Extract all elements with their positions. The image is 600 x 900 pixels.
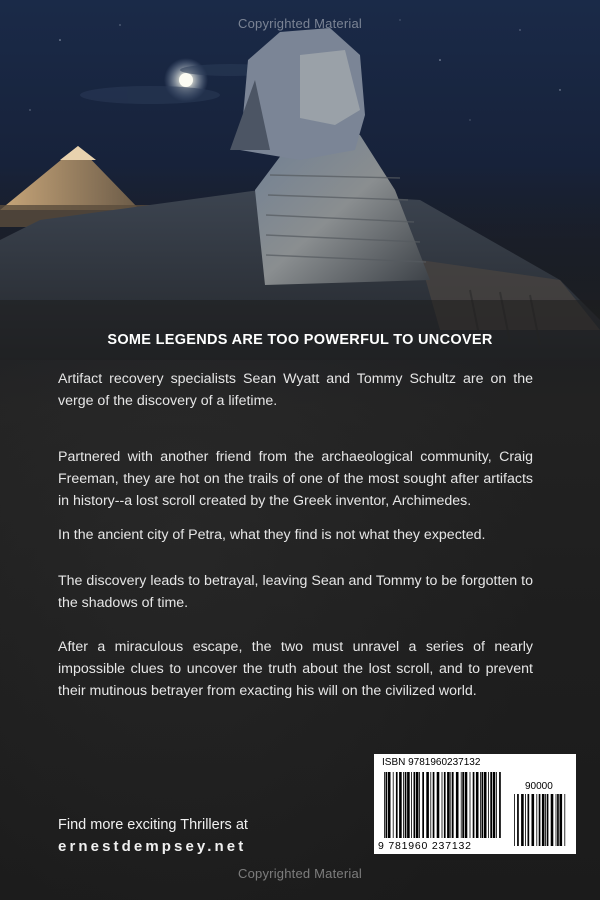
blurb-paragraph: Partnered with another friend from the archaeological community, Craig Freeman, they are hot on the trails of one of the most sought after artifacts in history--a lost scroll created by the Greek inventor, Archimedes. — [58, 449, 533, 509]
blurb-paragraph: Artifact recovery specialists Sean Wyatt and Tommy Schultz are on the verge of the discovery of a lifetime. — [58, 371, 533, 409]
copyright-watermark: Copyrighted Material — [238, 866, 362, 881]
isbn-barcode — [374, 754, 576, 854]
sphinx-night-artwork — [0, 0, 600, 360]
copyright-watermark: Copyrighted Material — [238, 16, 362, 31]
promo-line: Find more exciting Thrillers at — [58, 817, 248, 833]
author-website-link[interactable]: ernestdempsey.net — [58, 838, 247, 855]
blurb-paragraph: The discovery leads to betrayal, leaving Sean and Tommy to be forgotten to the shadows of time. — [58, 573, 533, 611]
tagline-heading: SOME LEGENDS ARE TOO POWERFUL TO UNCOVER — [107, 332, 493, 348]
barcode-digits: 9 781960 237132 — [378, 840, 472, 852]
author-promo — [58, 814, 248, 858]
blurb-paragraph: In the ancient city of Petra, what they find is not what they expected. — [58, 527, 486, 543]
isbn-label: ISBN 9781960237132 — [382, 757, 481, 768]
addon-barcode-bars-icon — [514, 794, 566, 846]
price-code: 90000 — [525, 781, 553, 792]
blurb-paragraph: After a miraculous escape, the two must unravel a series of nearly impossible clues to uncover the truth about the lost scroll, and to prevent their mutinous betrayer from exacting his will on the civilized world. — [58, 639, 533, 699]
barcode-bars-icon — [384, 772, 502, 838]
